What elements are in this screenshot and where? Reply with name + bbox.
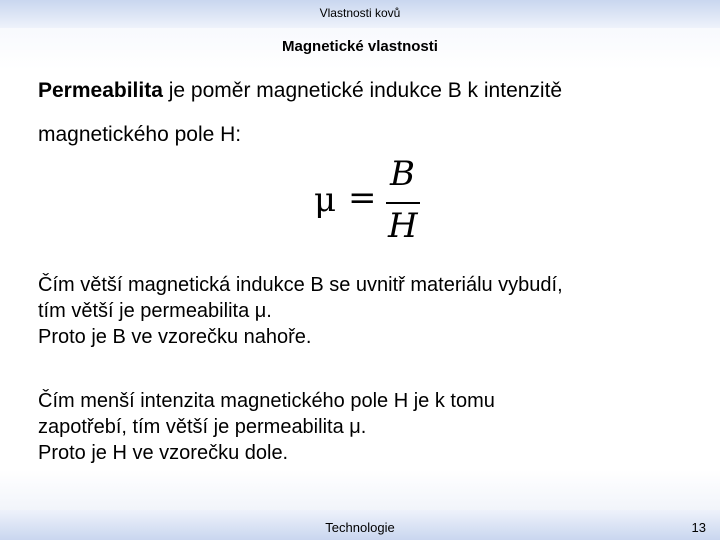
- intro-term: Permeabilita: [38, 79, 163, 102]
- paragraph-line: Proto je B ve vzorečku nahoře.: [38, 326, 312, 348]
- paragraph-line: zapotřebí, tím větší je permeabilita μ.: [38, 416, 367, 438]
- paragraph-line: Čím větší magnetická indukce B se uvnitř materiálu vybudí,: [38, 274, 563, 296]
- paragraph-line: Čím menší intenzita magnetického pole H je k tomu: [38, 390, 495, 412]
- paragraph-line: Proto je H ve vzorečku dole.: [38, 442, 289, 464]
- intro-line-1: [38, 78, 562, 104]
- formula-numerator: B: [390, 154, 415, 194]
- paragraph-intensity: [38, 388, 495, 466]
- slide-subtitle: Magnetické vlastnosti: [282, 38, 438, 55]
- footer-label: Technologie: [325, 520, 395, 535]
- paragraph-induction: [38, 272, 563, 350]
- page-number: 13: [691, 520, 706, 535]
- slide-header-title: Vlastnosti kovů: [319, 6, 401, 20]
- formula-denominator: H: [388, 206, 418, 246]
- formula-mu: μ: [314, 180, 337, 220]
- formula-equals: =: [348, 178, 377, 218]
- paragraph-line: tím větší je permeabilita μ.: [38, 300, 272, 322]
- fraction-bar: [386, 202, 420, 204]
- intro-line-2: magnetického pole H:: [38, 123, 242, 146]
- permeability-formula: [308, 150, 438, 250]
- intro-text: je poměr magnetické indukce B k intenzitě: [162, 79, 563, 102]
